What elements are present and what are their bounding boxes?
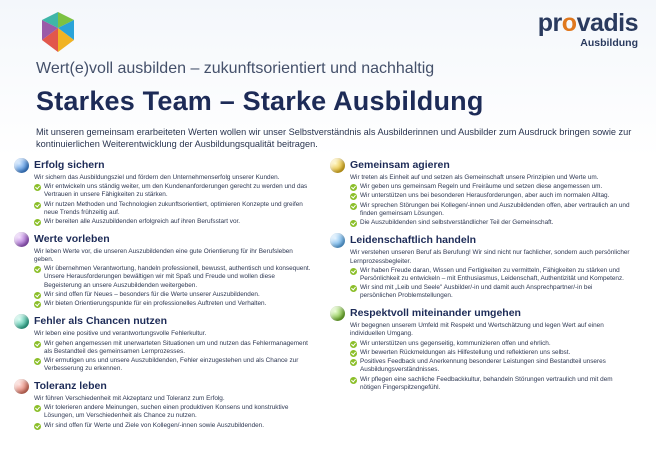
value-section bbox=[14, 231, 314, 308]
checkmark-icon bbox=[350, 350, 357, 357]
section-header bbox=[330, 157, 630, 173]
bullet-text: Wir bereiten alle Auszubildenden erfolgreich auf ihren Berufsstart vor. bbox=[44, 218, 241, 226]
checkmark-icon bbox=[34, 423, 41, 430]
left-column bbox=[14, 157, 314, 435]
brand-sub: Ausbildung bbox=[580, 37, 638, 49]
bullet-item bbox=[34, 357, 314, 373]
section-title: Respektvoll miteinander umgehen bbox=[350, 307, 521, 320]
bullet-text: Die Auszubildenden sind selbstverständlicher Teil der Gemeinschaft. bbox=[360, 219, 554, 227]
brand-name: provadis bbox=[537, 9, 638, 37]
section-lead: Wir leben Werte vor, die unseren Auszubildenden eine gute Orientierung für ihr Berufsleben geben. bbox=[34, 248, 293, 264]
bullet-item bbox=[350, 340, 630, 348]
checkmark-icon bbox=[350, 341, 357, 348]
checkmark-icon bbox=[350, 359, 357, 366]
bullet-text: Wir haben Freude daran, Wissen und Fertigkeiten zu vermitteln, Fähigkeiten zu stärken und Persönlichkeit zu entwickeln – mit Enthusiasmus, Leidenschaft, Authentizität und Kompetenz. bbox=[360, 266, 624, 282]
bullet-text: Wir sind offen für Neues – besonders für die Werte unserer Auszubildenden. bbox=[44, 290, 260, 298]
checkmark-icon bbox=[34, 301, 41, 308]
bullet-item bbox=[34, 404, 314, 420]
checkmark-icon bbox=[350, 268, 357, 275]
value-section bbox=[14, 378, 314, 430]
bullet-item bbox=[350, 219, 630, 227]
section-lead: Wir treten als Einheit auf und setzen als Gemeinschaft unsere Prinzipien und Werte um. bbox=[350, 174, 599, 181]
yellow-sphere-icon bbox=[330, 158, 345, 173]
section-lead: Wir begegnen unserem Umfeld mit Respekt und Wertschätzung und legen Wert auf einen individuellen Umgang. bbox=[350, 322, 604, 338]
section-header bbox=[14, 231, 314, 247]
section-header bbox=[330, 232, 630, 248]
bullet-text: Wir entwickeln uns ständig weiter, um den Kundenanforderungen gerecht zu werden und das Vertrauen in unsere Fähigkeiten zu stärken. bbox=[44, 183, 308, 199]
section-lead: Wir verstehen unseren Beruf als Berufung! Wir sind nicht nur fachlicher, sondern auch persönlicher Lernprozessbegleiter. bbox=[350, 249, 630, 265]
bullet-item bbox=[350, 376, 630, 392]
page-title: Starkes Team – Starke Ausbildung bbox=[36, 86, 484, 116]
bullet-item bbox=[350, 358, 630, 374]
bullet-text: Wir bewerten Rückmeldungen als Hilfestellung und reflektieren uns selbst. bbox=[360, 348, 571, 356]
bullet-item bbox=[34, 201, 314, 217]
brand-logo bbox=[538, 10, 638, 49]
blue-sphere-icon bbox=[14, 158, 29, 173]
value-section bbox=[330, 305, 630, 392]
checkmark-icon bbox=[34, 202, 41, 209]
bullet-item bbox=[350, 192, 630, 200]
checkmark-icon bbox=[350, 285, 357, 292]
section-title: Werte vorleben bbox=[34, 233, 110, 246]
checkmark-icon bbox=[350, 193, 357, 200]
bullet-list bbox=[34, 183, 314, 226]
bullet-text: Wir pflegen eine sachliche Feedbackkultur, behandeln Störungen vertraulich und mit dem nötigen Fingerspitzengefühl. bbox=[360, 375, 613, 391]
checkmark-icon bbox=[350, 184, 357, 191]
light-blue-sphere-icon bbox=[330, 233, 345, 248]
bullet-item bbox=[34, 291, 314, 299]
checkmark-icon bbox=[350, 377, 357, 384]
bullet-item bbox=[350, 183, 630, 191]
checkmark-icon bbox=[34, 184, 41, 191]
checkmark-icon bbox=[34, 405, 41, 412]
section-title: Fehler als Chancen nutzen bbox=[34, 315, 168, 328]
section-header bbox=[14, 378, 314, 394]
rose-sphere-icon bbox=[14, 379, 29, 394]
checkmark-icon bbox=[350, 203, 357, 210]
bullet-text: Wir unterstützen uns gegenseitig, kommunizieren offen und ehrlich. bbox=[360, 339, 551, 347]
intro-text: Mit unseren gemeinsam erarbeiteten Werten wollen wir unser Selbstverständnis als Ausbilderinnen und Ausbilder zum Ausdruck bringen sowie zur kontinuierlichen Weiterentwicklung der Ausbildungsqualität beitragen. bbox=[36, 127, 632, 149]
bullet-list bbox=[350, 340, 630, 392]
bullet-item bbox=[34, 422, 314, 430]
bullet-item bbox=[34, 183, 314, 199]
checkmark-icon bbox=[34, 219, 41, 226]
section-header bbox=[14, 157, 314, 173]
section-title: Erfolg sichern bbox=[34, 159, 105, 171]
bullet-text: Wir gehen angemessen mit unerwarteten Situationen um und nutzen das Fehlermanagement als Bestandteil des gemeinsamen Lernprozesses. bbox=[44, 339, 308, 355]
bullet-item bbox=[34, 300, 314, 308]
checkmark-icon bbox=[350, 220, 357, 227]
section-title: Gemeinsam agieren bbox=[350, 159, 450, 171]
page-subtitle: Wert(e)voll ausbilden – zukunftsorientiert und nachhaltig bbox=[36, 60, 435, 77]
bullet-text: Wir sind mit „Leib und Seele" Ausbilder/-in und damit auch Ansprechpartner/-in bei persönlichen Problemstellungen. bbox=[360, 284, 593, 300]
prism-logo-icon bbox=[34, 8, 82, 56]
checkmark-icon bbox=[34, 266, 41, 273]
bullet-text: Wir geben uns gemeinsam Regeln und Freiräume und setzen diese angemessen um. bbox=[360, 183, 603, 191]
bullet-item bbox=[350, 267, 630, 283]
value-section bbox=[330, 232, 630, 300]
value-section bbox=[330, 157, 630, 227]
checkmark-icon bbox=[34, 358, 41, 365]
bullet-list bbox=[34, 340, 314, 374]
bullet-text: Wir ermutigen uns und unsere Auszubildenden, Fehler einzugestehen und als Chance zur Verbesserung zu erkennen. bbox=[44, 356, 299, 373]
bullet-text: Wir übernehmen Verantwortung, handeln professionell, bewusst, authentisch und konsequent. Unsere Herausforderungen bewältigen wir mit Spaß und Freude und wollen diese Begeisterung an unsere Auszubildenden weitergeben. bbox=[44, 265, 311, 289]
bullet-text: Wir tolerieren andere Meinungen, suchen einen produktiven Konsens und konstruktive Lösungen, um Verschiedenheit als Chance zu nutzen. bbox=[44, 404, 289, 420]
checkmark-icon bbox=[34, 292, 41, 299]
bullet-text: Wir bieten Orientierungspunkte für ein professionelles Auftreten und Verhalten. bbox=[44, 300, 267, 308]
bullet-item bbox=[34, 340, 314, 356]
checkmark-icon bbox=[34, 341, 41, 348]
bullet-item bbox=[34, 265, 314, 289]
bullet-list bbox=[34, 265, 314, 308]
section-lead: Wir leben eine positive und verantwortungsvolle Fehlerkultur. bbox=[34, 330, 207, 338]
bullet-list bbox=[34, 404, 314, 430]
value-section bbox=[14, 157, 314, 226]
bullet-item bbox=[34, 218, 314, 226]
bullet-item bbox=[350, 284, 630, 300]
bullet-text: Wir sprechen Störungen bei Kollegen/-innen und Auszubildenden offen, aber vertraulich an und finden gemeinsam Lösungen. bbox=[360, 201, 630, 217]
section-lead: Wir führen Verschiedenheit mit Akzeptanz und Toleranz zum Erfolg. bbox=[34, 395, 225, 403]
bullet-text: Positives Feedback und Anerkennung besonderer Leistungen sind Bestandteil unseres Ausbildungsverständnisses. bbox=[360, 358, 606, 374]
bullet-item bbox=[350, 349, 630, 357]
right-column bbox=[330, 157, 630, 397]
bullet-text: Wir sind offen für Werte und Ziele von Kollegen/-innen sowie Auszubildenden. bbox=[44, 421, 265, 429]
bullet-item bbox=[350, 202, 630, 218]
bullet-list bbox=[350, 267, 630, 301]
green-sphere-icon bbox=[330, 306, 345, 321]
teal-sphere-icon bbox=[14, 314, 29, 329]
section-header bbox=[14, 313, 314, 329]
purple-sphere-icon bbox=[14, 232, 29, 247]
bullet-text: Wir nutzen Methoden und Technologien zukunftsorientiert, optimieren Konzepte und greifen neue Trends frühzeitig auf. bbox=[44, 200, 303, 216]
section-lead: Wir sichern das Ausbildungsziel und fördern den Unternehmenserfolg unserer Kunden. bbox=[34, 174, 280, 181]
section-header bbox=[330, 305, 630, 321]
bullet-text: Wir unterstützen uns bei besonderen Herausforderungen, aber auch im normalen Alltag. bbox=[360, 192, 610, 200]
value-section bbox=[14, 313, 314, 373]
bullet-list bbox=[350, 183, 630, 227]
section-title: Leidenschaftlich handeln bbox=[350, 234, 477, 247]
section-title: Toleranz leben bbox=[34, 380, 107, 393]
